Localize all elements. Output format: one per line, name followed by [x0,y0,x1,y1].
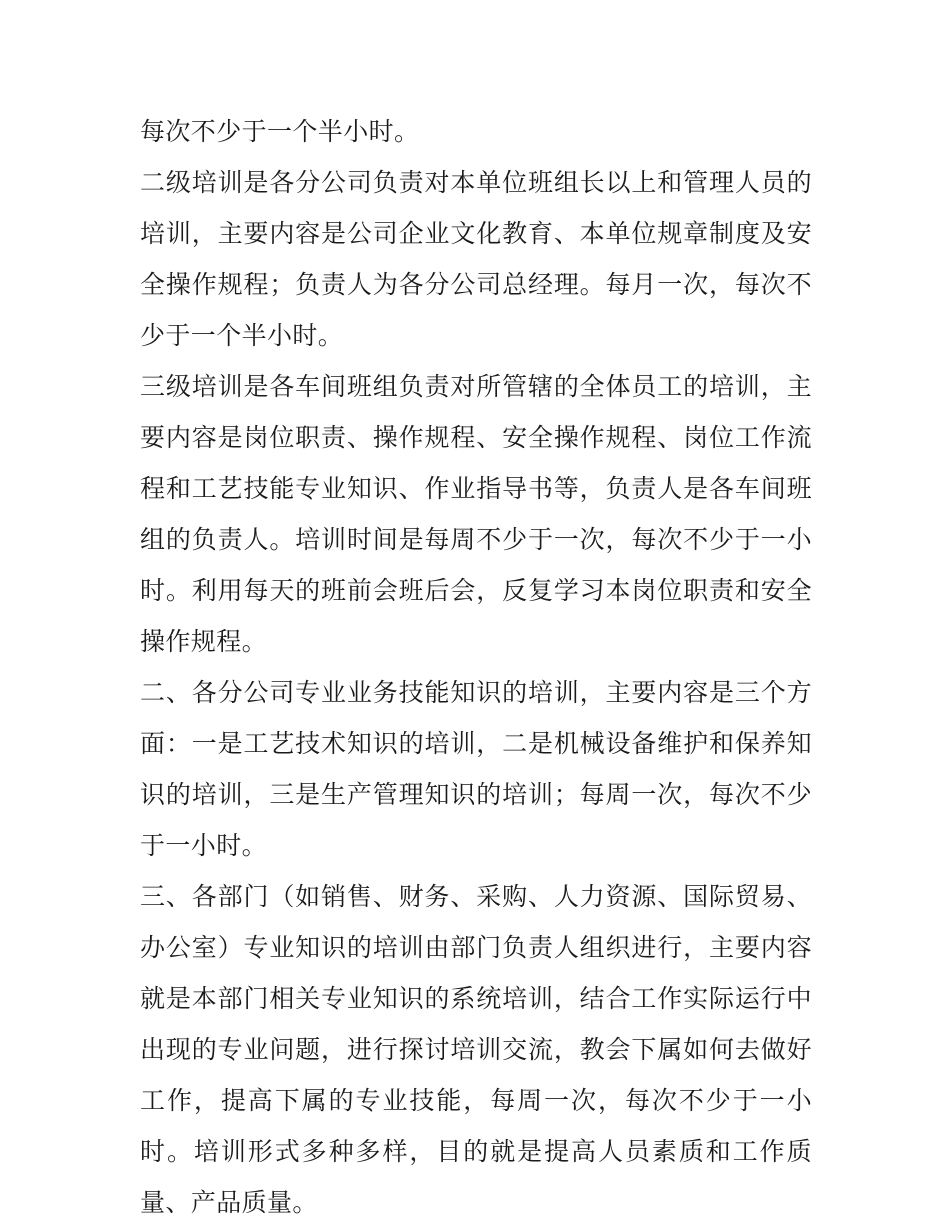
paragraph-department-training: 三、各部门（如销售、财务、采购、人力资源、国际贸易、办公室）专业知识的培训由部门负责人组织进行，主要内容就是本部门相关专业知识的系统培训，结合工作实际运行中出现的专业问题，进行探讨培训交流，教会下属如何去做好工作，提高下属的专业技能，每周一次，每次不少于一小时。培训形式多种多样，目的就是提高人员素质和工作质量、产品质量。 [140,882,812,1217]
document-body [140,106,812,1228]
paragraph-level-three-training: 三级培训是各车间班组负责对所管辖的全体员工的培训，主要内容是岗位职责、操作规程、安全操作规程、岗位工作流程和工艺技能专业知识、作业指导书等，负责人是各车间班组的负责人。培训时间是每周不少于一次，每次不少于一小时。利用每天的班前会班后会，反复学习本岗位职责和安全操作规程。 [140,372,812,656]
paragraph-level-two-training: 二级培训是各分公司负责对本单位班组长以上和管理人员的培训，主要内容是公司企业文化教育、本单位规章制度及安全操作规程；负责人为各分公司总经理。每月一次，每次不少于一个半小时。 [140,168,812,350]
paragraph-branch-skills-training: 二、各分公司专业业务技能知识的培训，主要内容是三个方面：一是工艺技术知识的培训，二是机械设备维护和保养知识的培训，三是生产管理知识的培训；每周一次，每次不少于一小时。 [140,678,812,860]
paragraph-continuation: 每次不少于一个半小时。 [140,117,420,146]
